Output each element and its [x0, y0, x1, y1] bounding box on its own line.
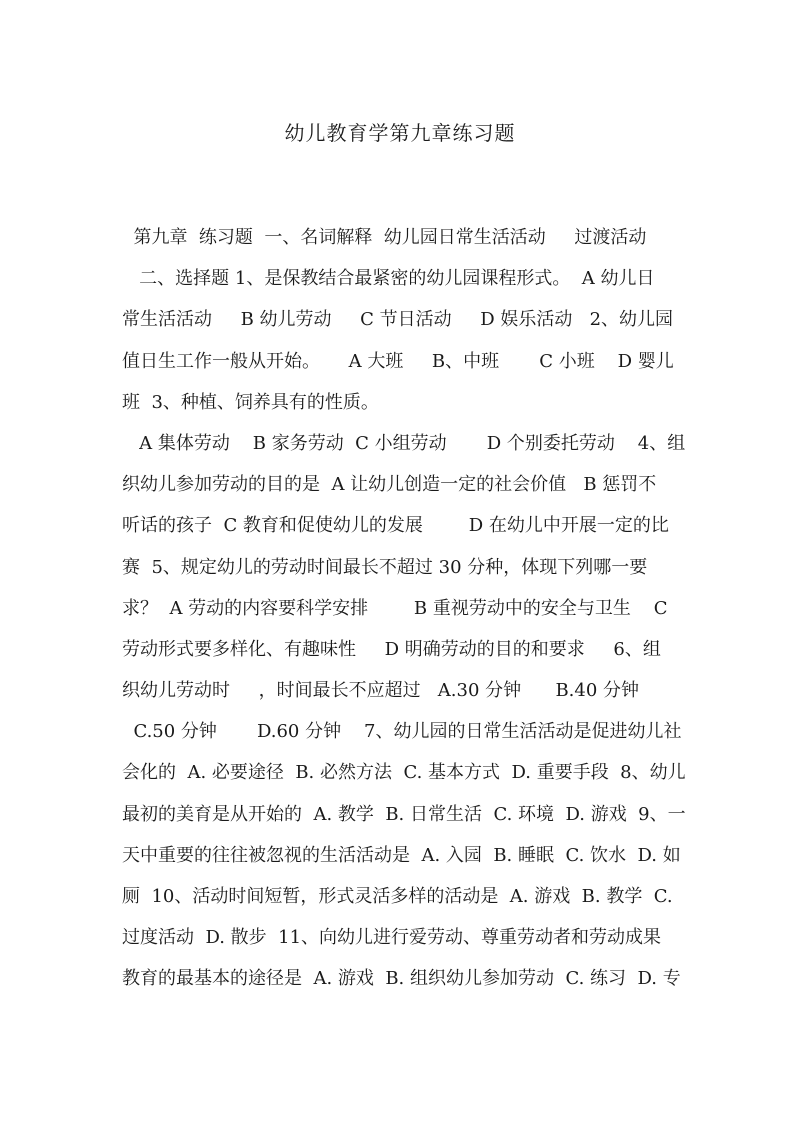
text-line: 值日生工作一般从开始。 A 大班 B、中班 C 小班 D 婴儿: [122, 350, 674, 372]
document-body: [122, 220, 686, 1003]
text-line: 二、选择题 1、是保教结合最紧密的幼儿园课程形式。 A 幼儿日: [122, 268, 655, 290]
text-line: 求？ A 劳动的内容要科学安排 B 重视劳动中的安全与卫生 C: [122, 597, 668, 619]
text-line: 最初的美育是从开始的 A. 教学 B. 日常生活 C. 环境 D. 游戏 9、一: [122, 803, 686, 825]
text-line: 赛 5、规定幼儿的劳动时间最长不超过 30 分种，体现下列哪一要: [122, 556, 648, 578]
text-line: 听话的孩子 C 教育和促使幼儿的发展 D 在幼儿中开展一定的比: [122, 515, 669, 537]
text-line: 班 3、种植、饲养具有的性质。: [122, 391, 379, 413]
text-line: 会化的 A. 必要途径 B. 必然方法 C. 基本方式 D. 重要手段 8、幼儿: [122, 762, 686, 784]
text-line: C.50 分钟 D.60 分钟 7、幼儿园的日常生活活动是促进幼儿社: [122, 721, 682, 743]
page-title: 幼儿教育学第九章练习题: [284, 121, 516, 145]
text-line: 过度活动 D. 散步 11、向幼儿进行爱劳动、尊重劳动者和劳动成果: [122, 927, 662, 949]
text-line: 教育的最基本的途径是 A. 游戏 B. 组织幼儿参加劳动 C. 练习 D. 专: [122, 968, 681, 990]
text-line: 厕 10、活动时间短暂，形式灵活多样的活动是 A. 游戏 B. 教学 C.: [122, 886, 673, 907]
text-line: 织幼儿参加劳动的目的是 A 让幼儿创造一定的社会价值 B 惩罚不: [122, 474, 657, 496]
text-line: 劳动形式要多样化、有趣味性 D 明确劳动的目的和要求 6、组: [122, 638, 661, 660]
text-line: 天中重要的往往被忽视的生活活动是 A. 入园 B. 睡眠 C. 饮水 D. 如: [122, 844, 681, 866]
text-line: 织幼儿劳动时 ，时间最长不应超过 A.30 分钟 B.40 分钟: [122, 680, 640, 702]
text-line: A 集体劳动 B 家务劳动 C 小组劳动 D 个别委托劳动 4、组: [122, 432, 686, 454]
text-line: 常生活活动 B 幼儿劳动 C 节日活动 D 娱乐活动 2、幼儿园: [122, 309, 674, 331]
text-line: 第九章 练习题 一、名词解释 幼儿园日常生活活动 过渡活动: [122, 227, 647, 248]
